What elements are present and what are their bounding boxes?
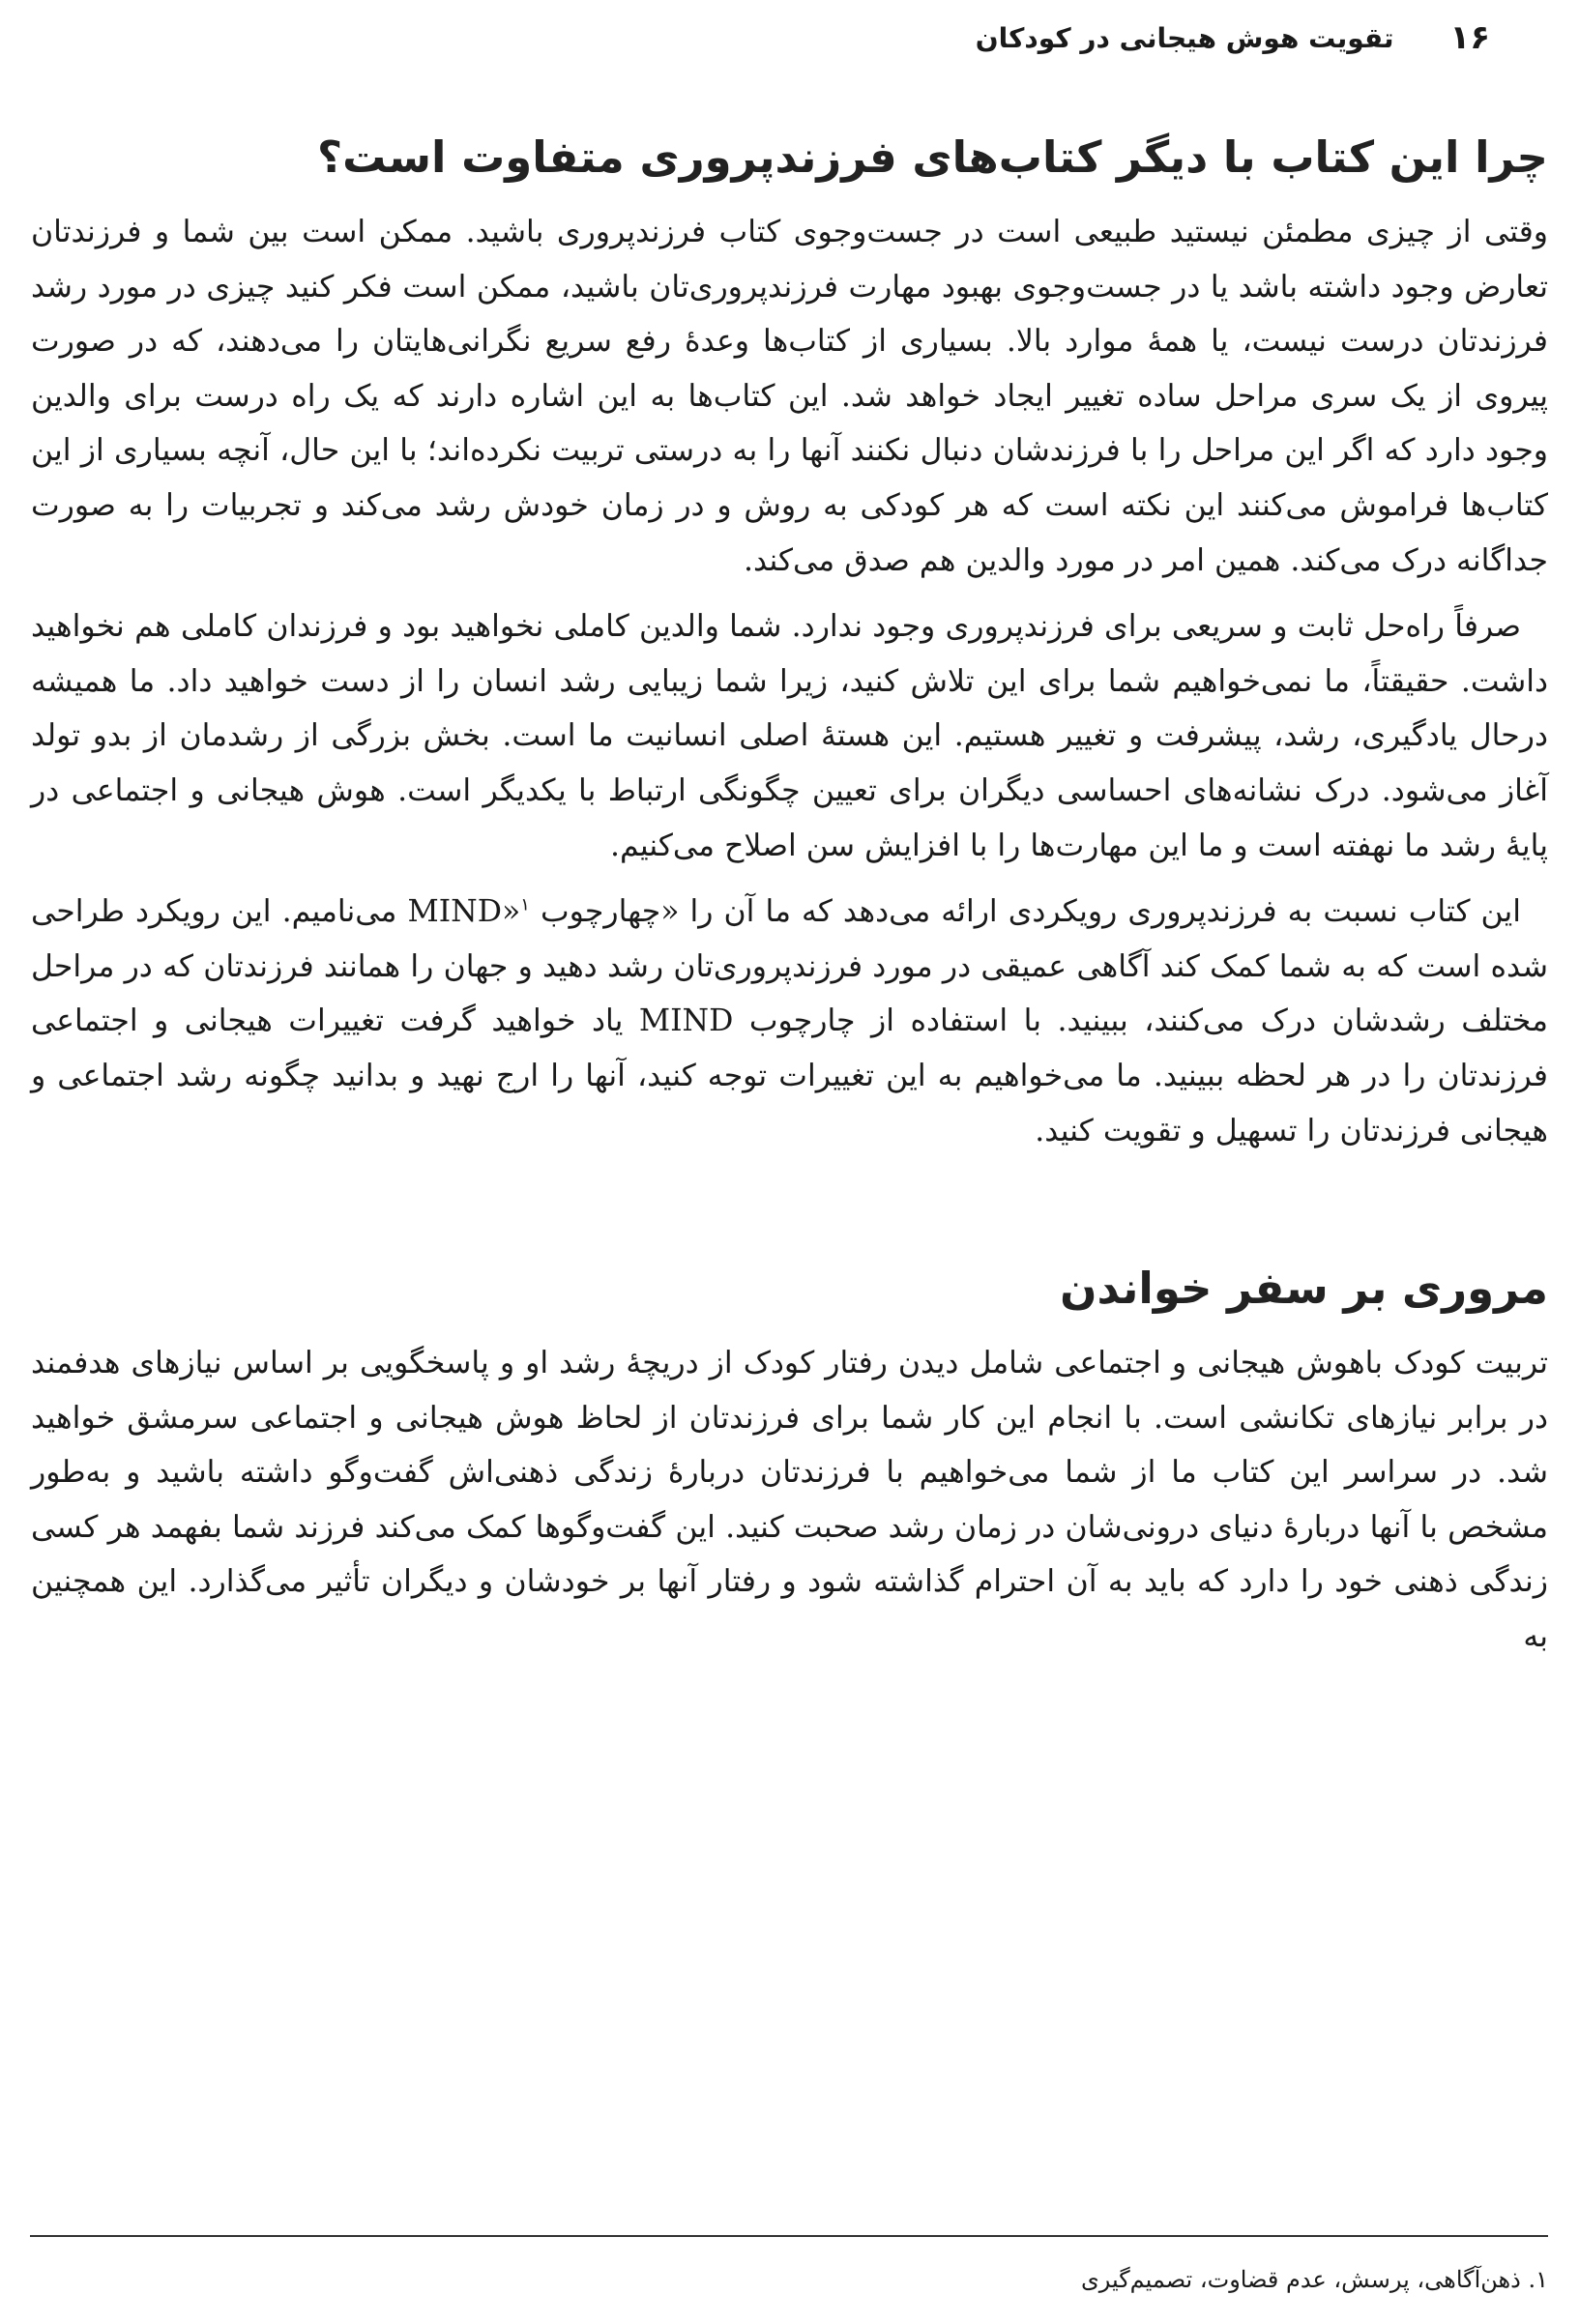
page-content (31, 124, 1548, 1676)
paragraph-1: وقتی از چیزی مطمئن نیستید طبیعی است در جست‌وجوی کتاب فرزندپروری باشید. ممکن است بین شما و فرزندتان تعارض وجود داشته باشد یا در جست‌وجوی بهبود مهارت فرزندپروری‌تان باشید، ممکن است فکر کنید چیزی در مورد رشد فرزندتان درست نیست، یا همهٔ موارد بالا. بسیاری از کتاب‌ها وعدهٔ رفع سریع نگرانی‌هایتان را می‌دهند، که در صورت پیروی از یک سری مراحل ساده تغییر ایجاد خواهد شد. این کتاب‌ها به این اشاره دارند که یک راه درست برای والدین وجود دارد که اگر این مراحل را با فرزندشان دنبال نکنند آنها را به درستی تربیت نکرده‌اند؛ با این حال، آنچه بسیاری از این کتاب‌ها فراموش می‌کنند این نکته است که هر کودکی به روش و در زمان خودش رشد می‌کند و تجربیات را به صورت جداگانه درک می‌کند. همین امر در مورد والدین هم صدق می‌کند. (31, 215, 1548, 578)
running-header (89, 14, 1490, 62)
paragraph-3-part-2: می‌نامیم. این رویکرد طراحی شده است که به شما کمک کند آگاهی عمیقی در مورد فرزندپروری‌تان رشد دهید و جهان را همانند فرزندتان که در مراحل مختلف رشدشان درک می‌کنند، ببینید. با استفاده از چارچوب MIND یاد خواهید گرفت تغییرات هیجانی و اجتماعی فرزندتان را در هر لحظه ببینید. ما می‌خواهیم به این تغییرات توجه کنید، آنها را ارج نهید و بدانید چگونه رشد اجتماعی و هیجانی فرزندتان را تسهیل و تقویت کنید. (31, 894, 1548, 1148)
paragraph-3-part-1: این کتاب نسبت به فرزندپروری رویکردی ارائه می‌دهد که ما آن را «چهارچوب MIND» (407, 894, 1521, 930)
paragraph-4: تربیت کودک باهوش هیجانی و اجتماعی شامل دیدن رفتار کودک از دریچهٔ رشد او و پاسخگویی بر اساس نیازهای هدفمند در برابر نیازهای تکانشی است. با انجام این کار شما برای فرزندتان از لحاظ هوش هیجانی و اجتماعی سرمشق خواهید شد. در سراسر این کتاب ما از شما می‌خواهیم با فرزندتان دربارهٔ زندگی ذهنی‌اش گفت‌وگو داشته باشید و به‌طور مشخص با آنها دربارهٔ دنیای درونی‌شان در زمان رشد صحبت کنید. این گفت‌وگوها کمک می‌کند فرزند شما بفهمد هر کسی زندگی ذهنی خود را دارد که باید به آن احترام گذاشته شود و رفتار آنها بر خودشان و دیگران تأثیر می‌گذارد. این همچنین به (31, 1346, 1548, 1655)
paragraph-3 (31, 885, 1548, 1158)
paragraph-2: صرفاً راه‌حل ثابت و سریعی برای فرزندپروری وجود ندارد. شما والدین کاملی نخواهید بود و فرزندان کاملی هم نخواهید داشت. حقیقتاً، ما نمی‌خواهیم شما برای این تلاش کنید، زیرا شما زیبایی رشد انسان را از دست خواهید داد. ما همیشه درحال یادگیری، رشد، پیشرفت و تغییر هستیم. این هستهٔ اصلی انسانیت ما است. بخش بزرگی از رشدمان از بدو تولد آغاز می‌شود. درک نشانه‌های احساسی دیگران برای تعیین چگونگی ارتباط با یکدیگر است. هوش هیجانی و اجتماعی در پایهٔ رشد ما نهفته است و ما این مهارت‌ها را با افزایش سن اصلاح می‌کنیم. (31, 609, 1548, 863)
page-number: ۱۶ (1449, 18, 1490, 57)
section-heading-reading-journey: مروری بر سفر خواندن (1060, 1263, 1548, 1315)
footnote-marker: ۱ (520, 894, 530, 915)
running-title: تقویت هوش هیجانی در کودکان (975, 21, 1394, 54)
footnote-divider (30, 2235, 1548, 2237)
section-heading-why-different: چرا این کتاب با دیگر کتاب‌های فرزندپروری متفاوت است؟ (317, 131, 1548, 183)
footnote: ۱. ذهن‌آگاهی، پرسش، عدم قضاوت، تصمیم‌گیری (1080, 2266, 1548, 2293)
